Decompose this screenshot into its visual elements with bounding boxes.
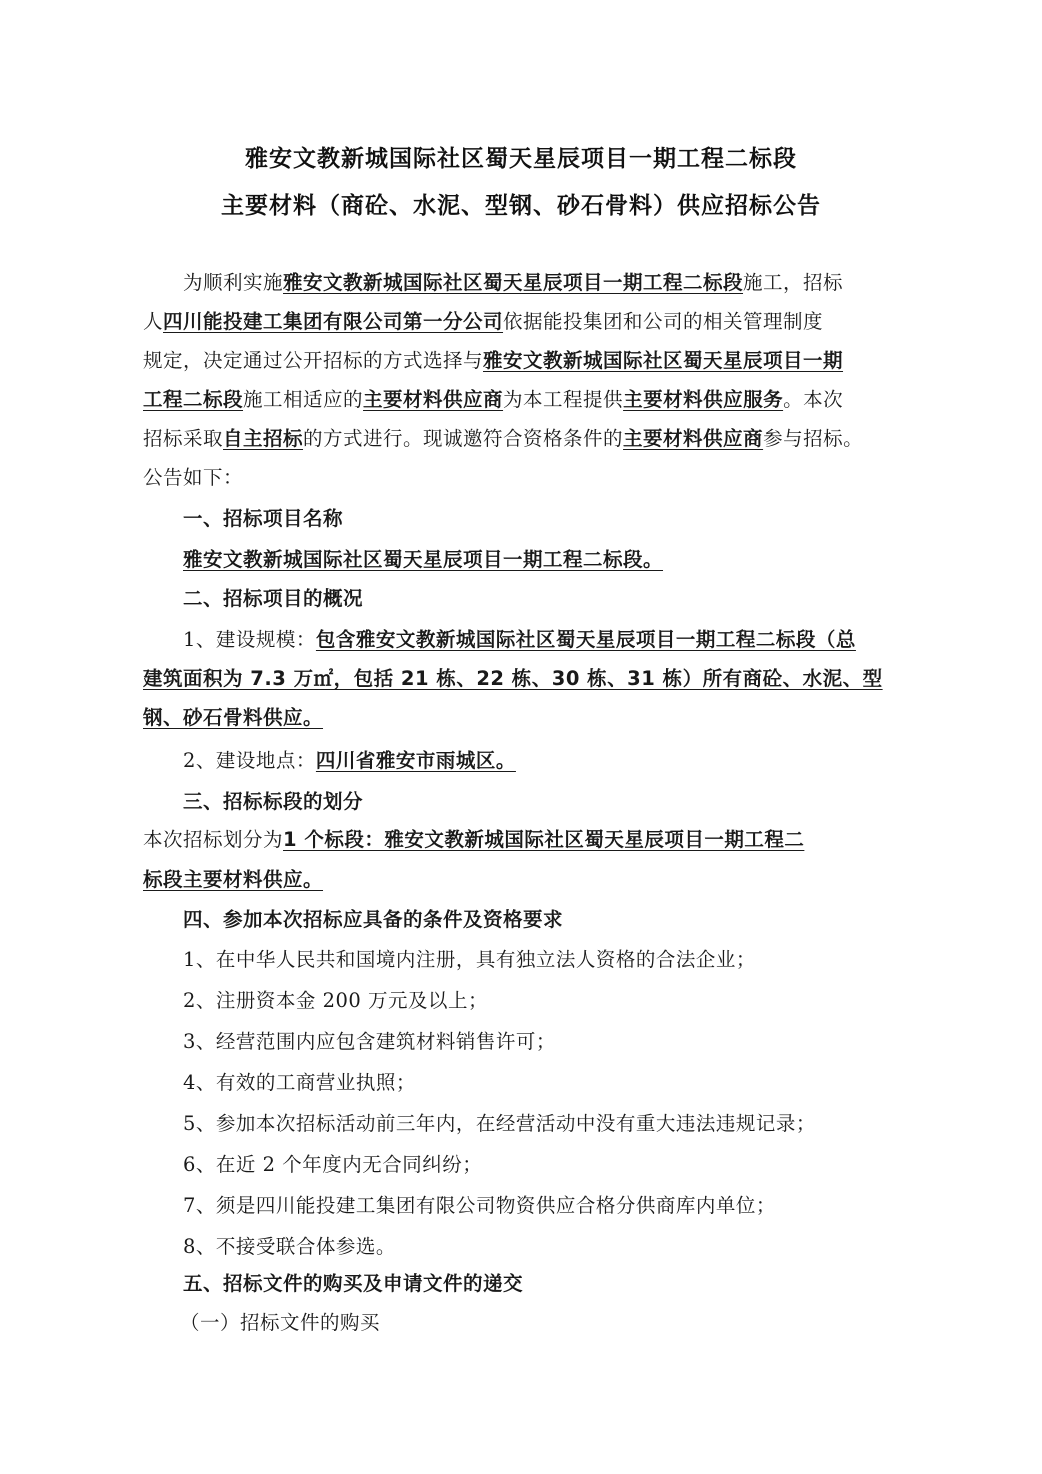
intro-line-4 xyxy=(143,386,878,414)
supplier-underlined: 主要材料供应商 xyxy=(623,427,764,450)
section3-underlined: 1 个标段：雅安文教新城国际社区蜀天星辰项目一期工程二 xyxy=(283,828,805,851)
project-name-underlined: 雅安文教新城国际社区蜀天星辰项目一期 xyxy=(483,349,844,372)
project-name-underlined: 工程二标段 xyxy=(143,388,244,411)
scale-line-1 xyxy=(183,626,878,654)
location-line xyxy=(183,747,878,775)
document-title-line1: 雅安文教新城国际社区蜀天星辰项目一期工程二标段 xyxy=(245,146,797,172)
intro-text: 的方式进行。现诚邀符合资格条件的 xyxy=(303,427,624,450)
requirement-item: 8、不接受联合体参选。 xyxy=(183,1235,396,1258)
scale-label: 1、建设规模： xyxy=(183,628,316,651)
intro-text: 规定，决定通过公开招标的方式选择与 xyxy=(143,349,484,372)
intro-text: 施工相适应的 xyxy=(243,388,364,411)
intro-line-2 xyxy=(143,308,878,336)
intro-text: 人 xyxy=(143,310,164,333)
requirement-item: 4、有效的工商营业执照； xyxy=(183,1071,416,1094)
tender-method-underlined: 自主招标 xyxy=(223,427,304,450)
supplier-underlined: 主要材料供应商 xyxy=(363,388,504,411)
intro-text: 参与招标。 xyxy=(763,427,864,450)
section2-heading: 二、招标项目的概况 xyxy=(183,587,364,610)
requirement-item: 1、在中华人民共和国境内注册，具有独立法人资格的合法企业； xyxy=(183,948,756,971)
section3-line-1 xyxy=(143,826,878,854)
section3-heading: 三、招标标段的划分 xyxy=(183,790,364,813)
document-title-line2: 主要材料（商砼、水泥、型钢、砂石骨料）供应招标公告 xyxy=(221,193,821,219)
intro-text: 招标采取 xyxy=(143,427,224,450)
requirement-item: 7、须是四川能投建工集团有限公司物资供应合格分供商库内单位； xyxy=(183,1194,776,1217)
requirement-item: 6、在近 2 个年度内无合同纠纷； xyxy=(183,1153,483,1176)
location-text: 四川省雅安市雨城区。 xyxy=(315,749,516,772)
section1-heading: 一、招标项目名称 xyxy=(183,507,344,530)
intro-text: 为顺利实施 xyxy=(183,271,284,294)
section3-text: 本次招标划分为 xyxy=(143,828,284,851)
scale-line-2 xyxy=(143,665,883,693)
scale-text: 包含雅安文教新城国际社区蜀天星辰项目一期工程二标段（总 xyxy=(315,628,856,651)
project-name-underlined: 雅安文教新城国际社区蜀天星辰项目一期工程二标段 xyxy=(283,271,744,294)
service-underlined: 主要材料供应服务 xyxy=(623,388,784,411)
tenderer-name-underlined: 四川能投建工集团有限公司第一分公司 xyxy=(163,310,504,333)
section5-heading: 五、招标文件的购买及申请文件的递交 xyxy=(183,1272,524,1295)
location-label: 2、建设地点： xyxy=(183,749,316,772)
intro-text: 为本工程提供 xyxy=(503,388,624,411)
scale-text: 钢、砂石骨料供应。 xyxy=(143,706,324,729)
scale-text: 建筑面积为 7.3 万㎡，包括 21 栋、22 栋、30 栋、31 栋）所有商砼、水泥、型 xyxy=(143,667,883,690)
intro-text: 施工，招标 xyxy=(743,271,844,294)
section4-heading: 四、参加本次招标应具备的条件及资格要求 xyxy=(183,908,564,931)
requirement-item: 3、经营范围内应包含建筑材料销售许可； xyxy=(183,1030,556,1053)
requirement-item: 5、参加本次招标活动前三年内，在经营活动中没有重大违法违规记录； xyxy=(183,1112,816,1135)
section3-underlined: 标段主要材料供应。 xyxy=(143,868,324,891)
project-name-underlined: 雅安文教新城国际社区蜀天星辰项目一期工程二标段。 xyxy=(183,548,664,571)
intro-line-3 xyxy=(143,347,878,375)
intro-line-1 xyxy=(183,269,878,297)
intro-line-5 xyxy=(143,425,878,453)
scale-line-3 xyxy=(143,704,878,732)
requirement-item: 2、注册资本金 200 万元及以上； xyxy=(183,989,489,1012)
intro-line-6: 公告如下： xyxy=(143,466,244,489)
section1-content xyxy=(183,546,878,574)
section3-line-2 xyxy=(143,866,878,894)
intro-text: 。本次 xyxy=(783,388,844,411)
section5-sub1: （一）招标文件的购买 xyxy=(180,1311,381,1334)
intro-text: 依据能投集团和公司的相关管理制度 xyxy=(503,310,824,333)
